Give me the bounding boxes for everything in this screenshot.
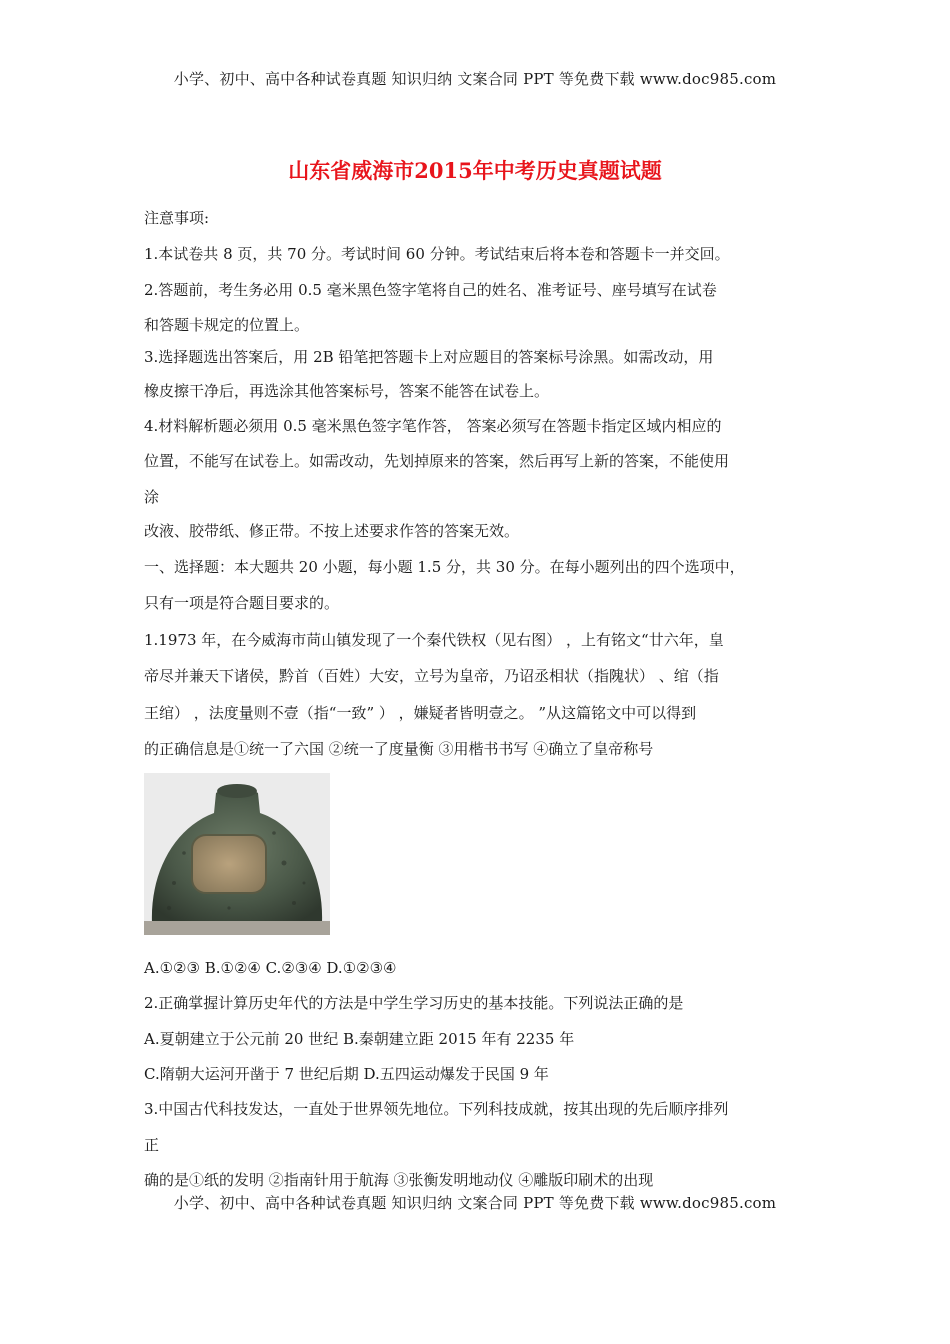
question-1: 1.1973 年，在今威海市苘山镇发现了一个秦代铁权（见右图） ，上有铭文“廿六年，皇 xyxy=(144,631,724,649)
qin-iron-weight-image xyxy=(144,773,330,935)
question-1-cont: 帝尽并兼天下诸侯，黔首（百姓）大安，立号为皇帝，乃诏丞相状（指隗状） 、绾（指 xyxy=(144,667,719,685)
notice-line-1: 1.本试卷共 8 页，共 70 分。考试时间 60 分钟。考试结束后将本卷和答题卡一并交回。 xyxy=(144,245,730,263)
notice-line-3: 3.选择题选出答案后，用 2B 铅笔把答题卡上对应题目的答案标号涂黑。如需改动，用 xyxy=(144,348,714,366)
section-heading: 一、选择题：本大题共 20 小题，每小题 1.5 分，共 30 分。在每小题列出的四个选项中， xyxy=(144,558,745,576)
notice-line-2: 2.答题前，考生务必用 0.5 毫米黑色签字笔将自己的姓名、准考证号、座号填写在试卷 xyxy=(144,281,717,299)
page-title: 山东省威海市2015年中考历史真题试题 xyxy=(288,158,662,183)
question-1-options: A.①②③ B.①②④ C.②③④ D.①②③④ xyxy=(144,959,397,977)
question-3-cont2: 确的是①纸的发明 ②指南针用于航海 ③张衡发明地动仪 ④雕版印刷术的出现 xyxy=(144,1171,654,1189)
notice-line-2-cont: 和答题卡规定的位置上。 xyxy=(144,316,310,334)
notice-line-4-cont: 位置，不能写在试卷上。如需改动，先划掉原来的答案，然后再写上新的答案，不能使用 xyxy=(144,452,730,470)
page-footer: 小学、初中、高中各种试卷真题 知识归纳 文案合同 PPT 等免费下载 www.doc985.com xyxy=(173,1194,777,1212)
section-heading-cont: 只有一项是符合题目要求的。 xyxy=(144,594,340,612)
question-1-cont3: 的正确信息是①统一了六国 ②统一了度量衡 ③用楷书书写 ④确立了皇帝称号 xyxy=(144,740,654,758)
notice-heading: 注意事项: xyxy=(144,209,210,227)
notice-line-4: 4.材料解析题必须用 0.5 毫米黑色签字笔作答， 答案必须写在答题卡指定区域内相应的 xyxy=(144,417,722,435)
question-2: 2.正确掌握计算历史年代的方法是中学生学习历史的基本技能。下列说法正确的是 xyxy=(144,994,684,1012)
notice-line-4-cont3: 改液、胶带纸、修正带。不按上述要求作答的答案无效。 xyxy=(144,522,520,540)
question-3: 3.中国古代科技发达，一直处于世界领先地位。下列科技成就，按其出现的先后顺序排列 xyxy=(144,1100,729,1118)
question-2-options-cd: C.隋朝大运河开凿于 7 世纪后期 D.五四运动爆发于民国 9 年 xyxy=(144,1065,549,1083)
question-1-cont2: 王绾） ，法度量则不壹（指“一致” ） ，嫌疑者皆明壹之。 ”从这篇铭文中可以得到 xyxy=(144,704,697,722)
notice-line-3-cont: 橡皮擦干净后，再选涂其他答案标号，答案不能答在试卷上。 xyxy=(144,382,550,400)
page-header: 小学、初中、高中各种试卷真题 知识归纳 文案合同 PPT 等免费下载 www.doc985.com xyxy=(173,70,777,88)
question-2-options-ab: A.夏朝建立于公元前 20 世纪 B.秦朝建立距 2015 年有 2235 年 xyxy=(144,1030,575,1048)
notice-line-4-cont2: 涂 xyxy=(144,488,160,506)
question-3-cont: 正 xyxy=(144,1136,160,1154)
